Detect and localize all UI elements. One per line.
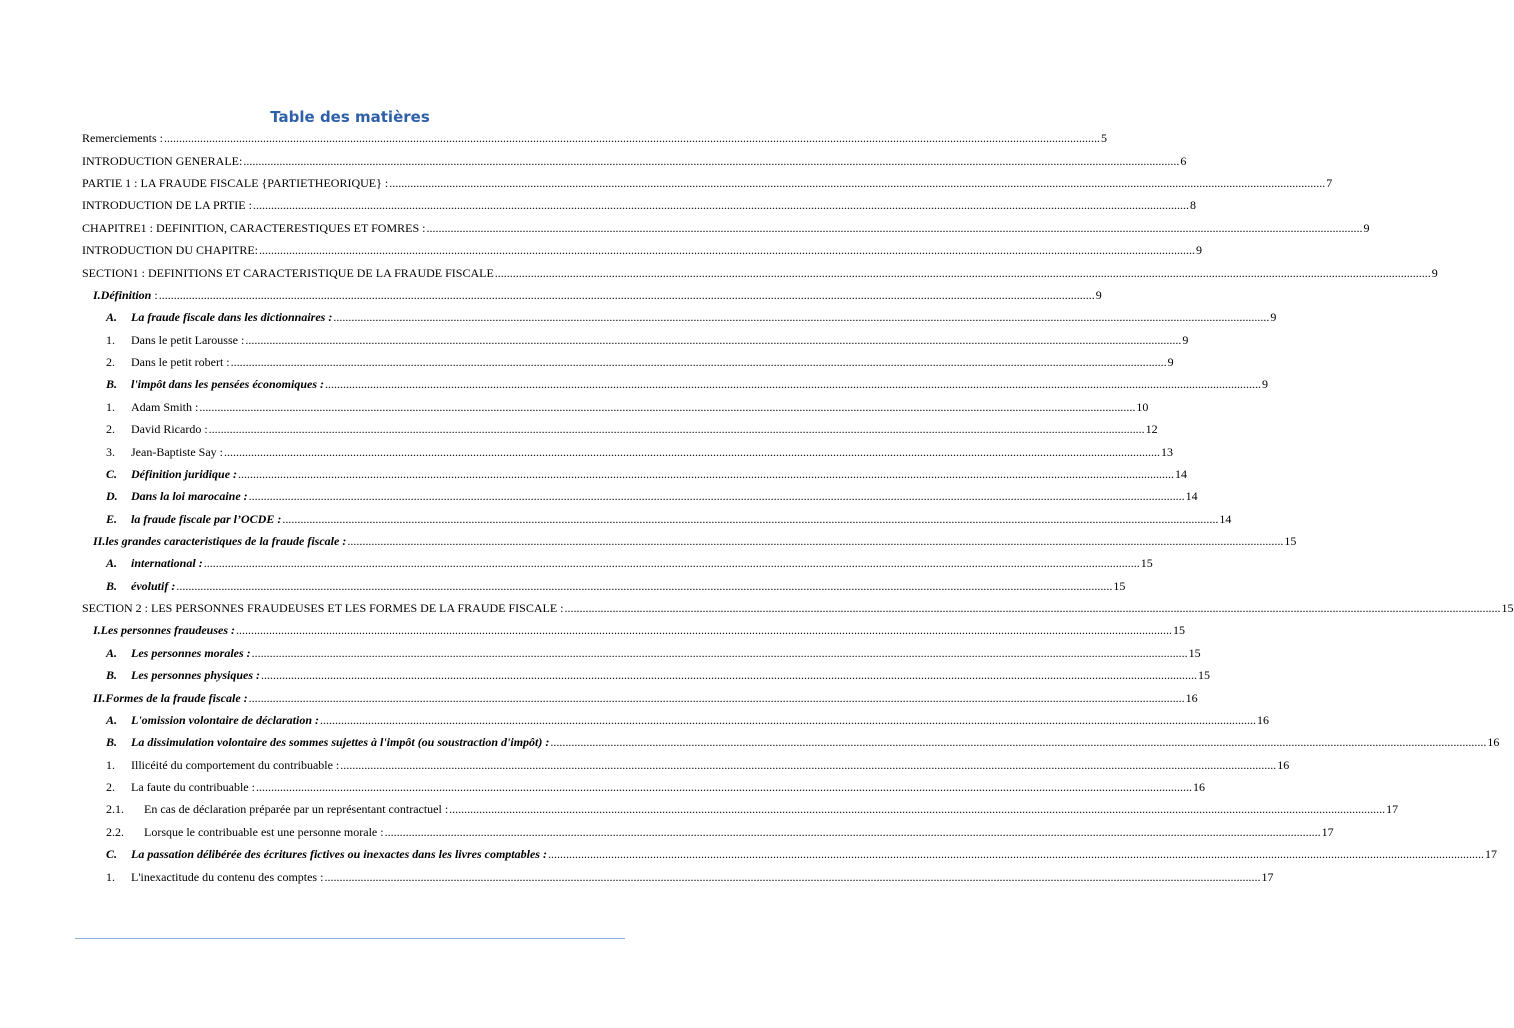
toc-leader [236,623,1172,637]
toc-leader [204,556,1140,570]
toc-entry-label: Adam Smith : [131,400,199,414]
toc-entry-label: INTRODUCTION DU CHAPITRE: [82,243,258,257]
toc-entry-label: l'impôt dans les pensées économiques : [131,377,324,391]
toc-entry[interactable] [93,288,1102,302]
toc-entry[interactable] [106,333,1189,347]
toc-page-number: 12 [1145,422,1158,436]
toc-leader [259,243,1195,257]
toc-entry-label: Dans la loi marocaine : [131,489,248,503]
toc-entry-label: Définition juridique : [131,467,238,481]
toc-entry-number: 2. [106,355,115,369]
toc-entry-number: 1. [106,400,115,414]
toc-page-number: 9 [1095,288,1102,302]
toc-leader [231,355,1167,369]
toc-entry-label: La dissimulation volontaire des sommes sujettes à l'impôt (ou soustraction d'impôt) : [131,735,550,749]
toc-entry[interactable] [106,489,1198,503]
toc-page-number: 17 [1386,802,1399,816]
toc-page-number: 9 [1182,333,1189,347]
toc-entry-label: Remerciements : [82,131,163,145]
toc-entry[interactable] [106,579,1126,593]
toc-entry-number: 1. [106,870,115,884]
toc-entry-label: INTRODUCTION DE LA PRTIE : [82,198,252,212]
toc-entry-label: I.Définition [93,288,152,302]
toc-entry[interactable] [106,802,1399,816]
toc-leader [256,780,1192,794]
toc-entry-label: Dans le petit Larousse : [131,333,245,347]
toc-leader [159,288,1095,302]
toc-leader [261,668,1197,682]
toc-title: Table des matières [270,108,430,126]
toc-entry-number: 2.2. [106,825,124,839]
toc-entry[interactable] [93,691,1198,705]
toc-entry-label: II.les grandes caracteristiques de la fraude fiscale : [93,534,347,548]
toc-entry[interactable] [106,310,1277,324]
toc-leader [449,802,1385,816]
toc-entry[interactable] [82,154,1187,168]
toc-leader [340,758,1276,772]
toc-leader [385,825,1321,839]
toc-entry-number: 2. [106,422,115,436]
toc-entry-label: SECTION 2 : LES PERSONNES FRAUDEUSES ET LES FORMES DE LA FRAUDE FISCALE : [82,601,564,615]
toc-leader [245,333,1181,347]
toc-page-number: 9 [1270,310,1277,324]
toc-page-number: 9 [1196,243,1202,257]
toc-page-number: 7 [1326,176,1333,190]
toc-page-number: 13 [1160,445,1173,459]
toc-entry-label: évolutif : [131,579,176,593]
toc-leader [548,847,1484,861]
toc-leader [389,176,1325,190]
toc-leader [333,310,1269,324]
toc-entry[interactable] [106,355,1174,369]
toc-entry[interactable] [106,668,1211,682]
toc-leader [347,534,1283,548]
toc-page-number: 16 [1487,735,1500,749]
toc-page-number: 15 [1501,601,1514,615]
toc-leader [282,512,1218,526]
footer-rule [75,938,625,939]
toc-entry-number: E. [106,512,118,526]
toc-page-number: 14 [1175,467,1188,481]
toc-leader [209,422,1145,436]
toc-entry-number: 3. [106,445,115,459]
toc-entry-label: la fraude fiscale par l’OCDE : [131,512,282,526]
toc-entry[interactable] [82,131,1107,145]
toc-entry-label: En cas de déclaration préparée par un représentant contractuel : [144,802,449,816]
toc-entry-label: Jean-Baptiste Say : [131,445,223,459]
toc-page-number: 15 [1188,646,1201,660]
toc-page-number: 15 [1284,534,1297,548]
toc-entry-number: 1. [106,333,115,347]
toc-entry-label: Illicéité du comportement du contribuable : [131,758,340,772]
toc-entry[interactable] [106,870,1274,884]
toc-page-number: 15 [1113,579,1126,593]
toc-entry[interactable] [106,556,1153,570]
toc-entry[interactable] [106,422,1158,436]
toc-entry-label: Les personnes morales : [131,646,251,660]
toc-entry-label: PARTIE 1 : LA FRAUDE FISCALE {PARTIETHEORIQUE} : [82,176,389,190]
toc-entry[interactable] [93,623,1186,637]
toc-entry-number: C. [106,847,118,861]
toc-leader [199,400,1135,414]
toc-leader [320,713,1256,727]
toc-entry-number: 2. [106,780,115,794]
toc-page-number: 15 [1198,668,1211,682]
toc-entry[interactable] [106,735,1500,749]
toc-entry-number: 1. [106,758,115,772]
toc-entry[interactable] [106,646,1201,660]
toc-entry-number: A. [106,646,118,660]
toc-entry[interactable] [106,758,1290,772]
toc-entry[interactable] [82,198,1196,212]
toc-page-number: 9 [1167,355,1174,369]
toc-entry[interactable] [106,400,1149,414]
toc-entry-label: Lorsque le contribuable est une personne morale : [144,825,384,839]
toc-entry[interactable] [106,377,1268,391]
toc-page-number: 5 [1100,131,1107,145]
toc-page-number: 8 [1189,198,1196,212]
toc-entry-number: A. [106,713,118,727]
toc-entry[interactable] [82,601,1514,615]
toc-entry[interactable] [106,780,1205,794]
toc-entry-label: CHAPITRE1 : DEFINITION, CARACTERESTIQUES ET FOMRES : [82,221,426,235]
toc-page-number: 9 [1431,266,1438,280]
toc-leader [243,154,1179,168]
toc-page-number: 16 [1192,780,1205,794]
toc-leader [238,467,1174,481]
toc-page-number: 14 [1219,512,1232,526]
toc-entry[interactable] [106,445,1173,459]
toc-entry-number: 2.1. [106,802,124,816]
toc-entry-suffix: : [151,288,158,302]
toc-entry-label: international : [131,556,203,570]
toc-entry[interactable] [82,221,1370,235]
toc-leader [426,221,1362,235]
toc-entry[interactable] [106,825,1334,839]
toc-leader [224,445,1160,459]
toc-entry[interactable] [106,713,1269,727]
toc-page-number: 16 [1277,758,1290,772]
toc-page-number: 17 [1321,825,1334,839]
toc-entry[interactable] [93,534,1297,548]
toc-entry-label: SECTION1 : DEFINITIONS ET CARACTERISTIQUE DE LA FRAUDE FISCALE [82,266,494,280]
toc-entry-label: La faute du contribuable : [131,780,255,794]
toc-leader [324,870,1260,884]
toc-leader [253,198,1189,212]
toc-page-number: 15 [1140,556,1153,570]
toc-entry-number: B. [106,668,118,682]
toc-entry[interactable] [82,176,1333,190]
toc-page-number: 14 [1185,489,1198,503]
toc-entry-number: B. [106,735,118,749]
toc-entry-label: L'inexactitude du contenu des comptes : [131,870,324,884]
toc-entry[interactable] [106,512,1232,526]
toc-entry-label: Dans le petit robert : [131,355,230,369]
toc-entry-number: B. [106,579,118,593]
toc-entry[interactable] [82,266,1438,280]
toc-entry-label: L'omission volontaire de déclaration : [131,713,319,727]
toc-leader [252,646,1188,660]
toc-leader [176,579,1112,593]
toc-entry[interactable] [82,243,1202,257]
toc-page-number: 16 [1185,691,1198,705]
toc-leader [565,601,1501,615]
toc-entry-label: La fraude fiscale dans les dictionnaires : [131,310,333,324]
toc-leader [164,131,1100,145]
toc-page-number: 9 [1363,221,1370,235]
toc-entry-number: A. [106,556,118,570]
toc-entry-label: II.Formes de la fraude fiscale : [93,691,248,705]
toc-entry-label: La passation délibérée des écritures fictives ou inexactes dans les livres comptables : [131,847,547,861]
toc-entry[interactable] [106,847,1497,861]
toc-page-number: 17 [1261,870,1274,884]
toc-page-number: 16 [1257,713,1269,727]
toc-leader [550,735,1486,749]
toc-page-number: 9 [1262,377,1268,391]
toc-entry-label: David Ricardo : [131,422,208,436]
toc-page-number: 6 [1180,154,1187,168]
toc-entry-number: B. [106,377,118,391]
toc-entry-label: INTRODUCTION GENERALE: [82,154,243,168]
toc-entry-number: C. [106,467,118,481]
toc-leader [249,691,1185,705]
toc-entry[interactable] [106,467,1188,481]
toc-leader [325,377,1261,391]
toc-entry-number: D. [106,489,118,503]
toc-entry-label: I.Les personnes fraudeuses : [93,623,236,637]
toc-leader [249,489,1185,503]
toc-leader [495,266,1431,280]
toc-entry-label: Les personnes physiques : [131,668,261,682]
toc-page-number: 17 [1484,847,1497,861]
toc-page-number: 10 [1136,400,1149,414]
toc-page-number: 15 [1173,623,1186,637]
toc-entry-number: A. [106,310,118,324]
